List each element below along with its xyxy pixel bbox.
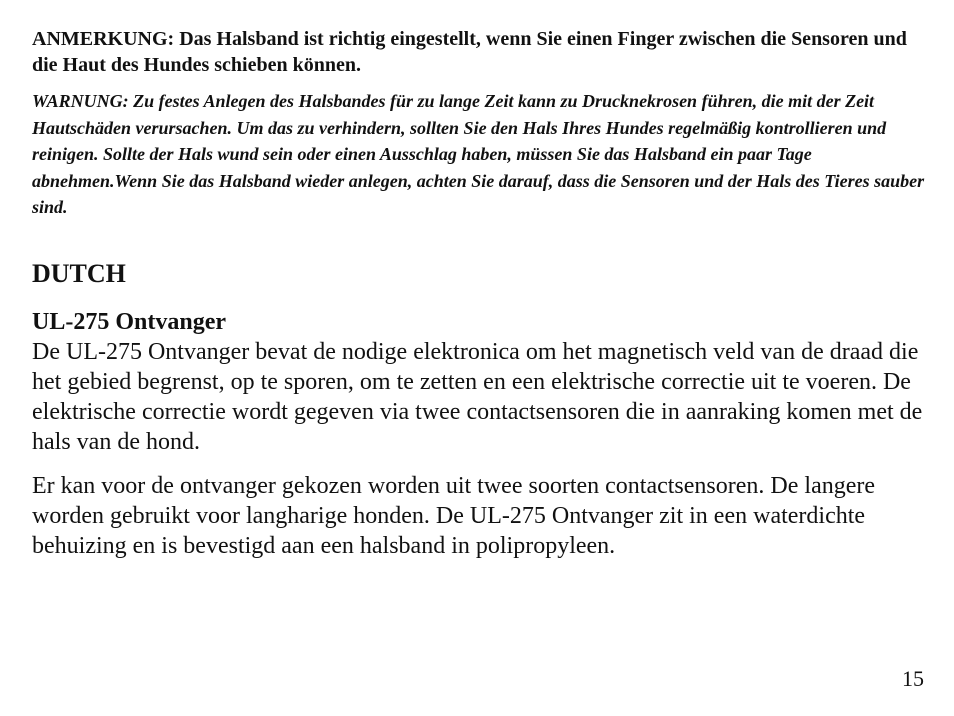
document-page [32, 26, 932, 561]
section-title: DUTCH [32, 258, 126, 288]
warning-paragraph: WARNUNG: Zu festes Anlegen des Halsbandes für zu lange Zeit kann zu Drucknekrosen führen, die mit der Zeit Hautschäden verursachen. Um das zu verhindern, sollten Sie den Hals Ihres Hundes regelmäßig kontrollieren und reinigen. Sollte der Hals wund sein oder einen Ausschlag haben, müssen Sie das Halsband ein paar Tage abnehmen.Wenn Sie das Halsband wieder anlegen, achten Sie darauf, dass die Sensoren und der Hals des Tieres sauber sind. [32, 91, 925, 217]
body-paragraph-2: Er kan voor de ontvanger gekozen worden uit twee soorten contactsensoren. De langere worden gebruikt voor langharige honden. De UL-275 Ontvanger zit in een waterdichte behuizing en is bevestigd aan een halsband in polipropyleen. [32, 472, 876, 559]
page-number: 15 [902, 666, 924, 691]
note-paragraph: ANMERKUNG: Das Halsband ist richtig eingestellt, wenn Sie einen Finger zwischen die Sensoren und die Haut des Hundes schieben können. [32, 28, 907, 76]
body-paragraph-1: De UL-275 Ontvanger bevat de nodige elektronica om het magnetisch veld van de draad die het gebied begrenst, op te sporen, om te zetten en een elektrische correctie uit te voeren. De elektrische correctie wordt gegeven via twee contactsensoren die in aanraking komen met de hals van de hond. [32, 338, 923, 455]
sub-title: UL-275 Ontvanger [32, 308, 226, 335]
